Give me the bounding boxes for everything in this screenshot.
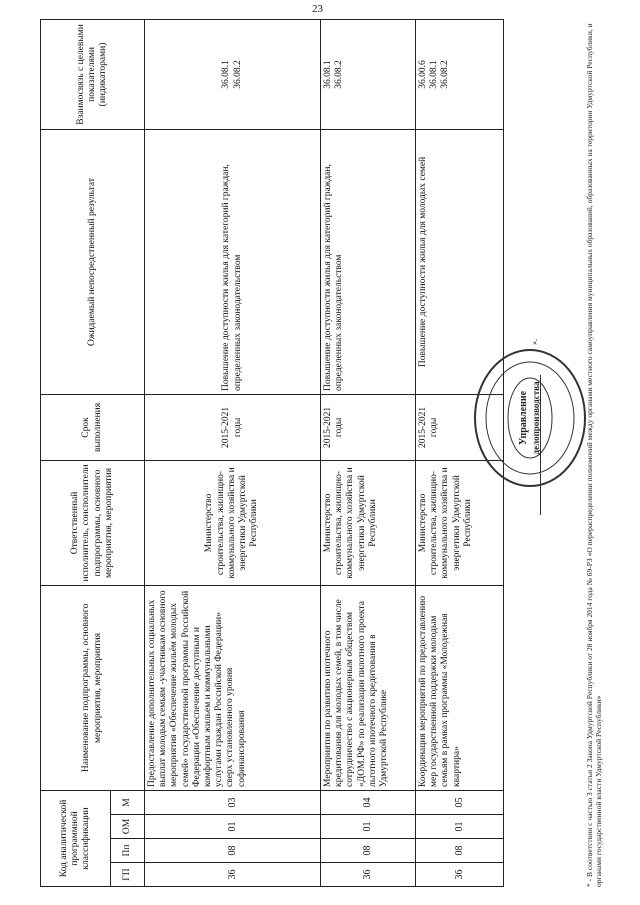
cell-pp: 08 (416, 839, 504, 863)
cell-name: Предоставление дополнительных социальных выплат молодым семьям -участникам основного мероприятия «Обеспечение жильём молодых семей» государственной программы Российской Федерации «Обеспечение доступным и комфортным жильем и коммунальными услугами граждан Российской Федерации» сверх установленного уровня софинансирования (145, 585, 321, 790)
stamp-line-1: Управление (518, 390, 529, 446)
cell-result: Повышение доступности жилья для категорий граждан, определенных законодательством (321, 129, 416, 394)
cell-gp: 36 (145, 863, 321, 887)
footnote: * - В соответствии с частью 3 статьи 2 Закона Удмуртской Республики от 28 ноября 2014 года № 69-РЗ «О перераспределении полномочий между органами местного самоуправления муниципальных образований, образованных на территории Удмуртской Республики, и органами государственной власти Удмуртской Республики» (585, 23, 604, 887)
indicator-code: 36.08.2 (334, 60, 345, 89)
indicator-code: 36.08.1 (429, 60, 440, 89)
cell-m: 03 (145, 790, 321, 814)
cell-term: 2015-2021 годы (416, 394, 504, 460)
indicator-code: 36.08.2 (440, 60, 451, 89)
cell-term: 2015-2021 годы (321, 394, 416, 460)
page-number: 23 (312, 3, 323, 15)
cell-om: 01 (145, 815, 321, 839)
signature-mark: ». (530, 339, 539, 345)
cell-responsible: Министерство строительства, жилищно-коммунального хозяйства и энергетики Удмуртской Республики (321, 460, 416, 585)
header-code-group: Код аналитической программной классификации (41, 790, 111, 886)
cell-indicators (321, 19, 416, 129)
header-indicators: Взаимосвязь с целевыми показателями (индикаторами) (41, 19, 145, 129)
header-m: М (111, 790, 145, 814)
cell-gp: 36 (416, 863, 504, 887)
header-gp: ГП (111, 863, 145, 887)
cell-result: Повышение доступности жилья для молодых семей (416, 129, 504, 394)
cell-term: 2015-2021 годы (145, 394, 321, 460)
header-responsible: Ответственный исполнитель, соисполнители подпрограммы, основного мероприятия, мероприятия (41, 460, 145, 585)
cell-om: 01 (416, 815, 504, 839)
official-stamp (470, 345, 590, 490)
cell-name: Координация мероприятий по предоставлению мер государственной поддержки молодым семьям в рамках программы «Молодежная квартира» (416, 585, 504, 790)
header-term: Срок выполнения (41, 394, 145, 460)
table-row (321, 19, 416, 886)
indicator-code: 36.08.2 (232, 60, 243, 89)
cell-name: Мероприятия по развитию ипотечного кредитования для молодых семей, в том числе сотрудничество с акционерным обществом «ДОМ.РФ» по реализации пилотного проекта льготного ипотечного кредитования в Удмуртской Республике (321, 585, 416, 790)
indicator-code: 36.08.1 (323, 60, 333, 89)
cell-pp: 08 (321, 839, 416, 863)
stamp-line-2: делопроизводства (531, 381, 541, 455)
cell-responsible: Министерство строительства, жилищно-коммунального хозяйства и энергетики Удмуртской Республики (416, 460, 504, 585)
cell-om: 01 (321, 815, 416, 839)
header-pp: Пп (111, 839, 145, 863)
cell-indicators (145, 19, 321, 129)
cell-m: 05 (416, 790, 504, 814)
header-om: ОМ (111, 815, 145, 839)
cell-pp: 08 (145, 839, 321, 863)
header-result: Ожидаемый непосредственный результат (41, 129, 145, 394)
program-table (40, 19, 504, 887)
cell-indicators (416, 19, 504, 129)
cell-responsible: Министерство строительства, жилищно-коммунального хозяйства и энергетики Удмуртской Республики (145, 460, 321, 585)
cell-result: Повышение доступности жилья для категорий граждан, определенных законодательством (145, 129, 321, 394)
header-name: Наименование подпрограммы, основного мероприятия, мероприятия (41, 585, 145, 790)
indicator-code: 36.00.6 (418, 60, 428, 89)
cell-m: 04 (321, 790, 416, 814)
cell-gp: 36 (321, 863, 416, 887)
indicator-code: 36.08.1 (221, 60, 232, 89)
table-row (145, 19, 321, 886)
